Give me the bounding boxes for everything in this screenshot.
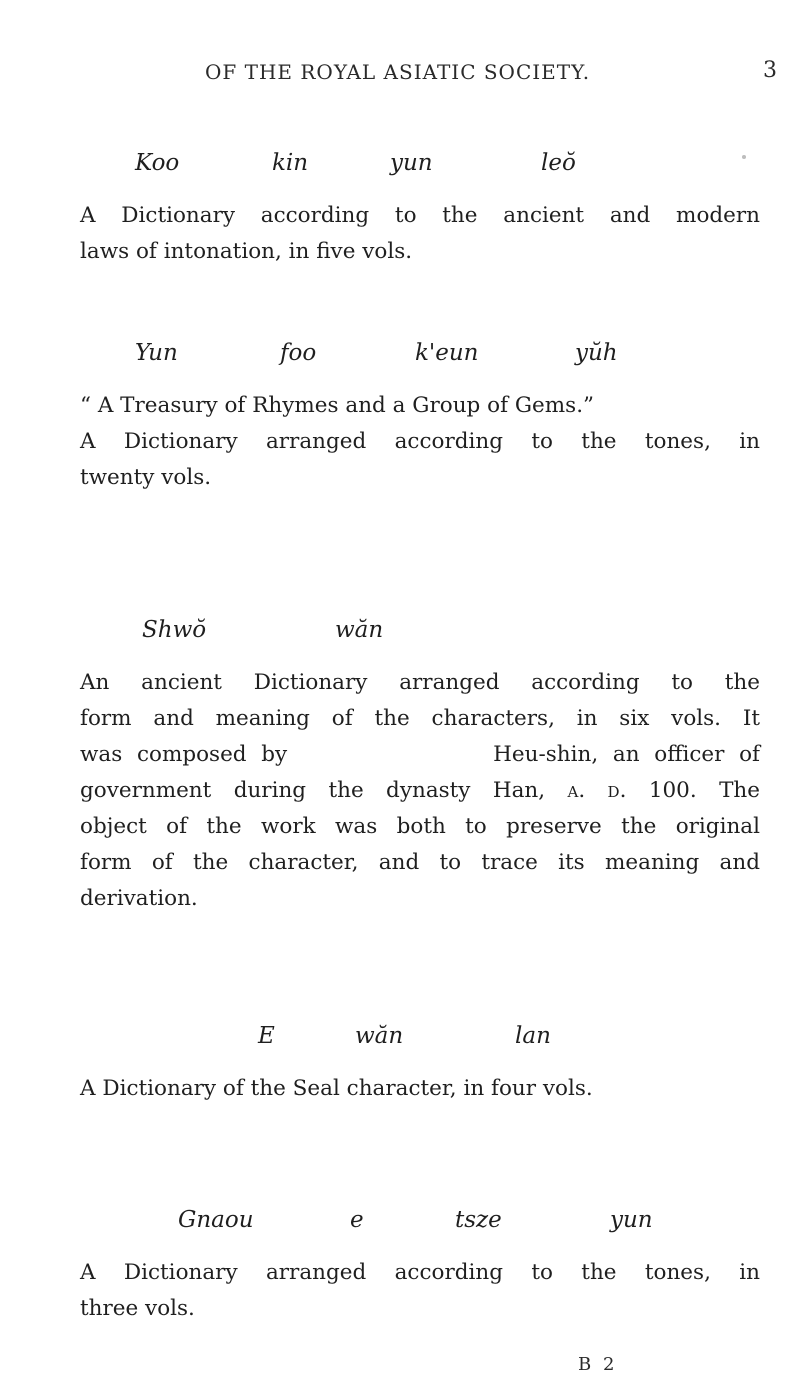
romanized-word: E <box>258 1023 275 1049</box>
description-line: form of the character, and to trace its meaning and <box>80 850 760 875</box>
romanized-title <box>80 1023 760 1063</box>
description-line: A Dictionary of the Seal character, in four vols. <box>80 1076 593 1101</box>
description-line: three vols. <box>80 1296 195 1321</box>
romanized-word: wăn <box>355 1023 404 1049</box>
entry-description <box>80 665 760 917</box>
romanized-word: foo <box>280 340 317 366</box>
description-line: A Dictionary according to the ancient and modern <box>80 203 760 228</box>
entry-description <box>80 198 760 270</box>
romanized-title <box>80 1207 760 1247</box>
romanized-word: yŭh <box>575 340 618 366</box>
romanized-word: Gnaou <box>178 1207 254 1233</box>
romanized-title <box>80 150 760 190</box>
romanized-title <box>80 340 760 380</box>
description-line: A Dictionary arranged according to the tones, in <box>80 429 760 454</box>
romanized-word: Koo <box>135 150 180 176</box>
description-line: derivation. <box>80 886 198 911</box>
romanized-word: Yun <box>135 340 178 366</box>
romanized-word: e <box>350 1207 364 1233</box>
description-line: “ A Treasury of Rhymes and a Group of Gems.” <box>80 393 595 418</box>
entry-yun-foo-keun-yuh <box>80 340 760 496</box>
description-line: form and meaning of the characters, in six vols. It <box>80 706 760 731</box>
signature-mark: B 2 <box>578 1354 618 1375</box>
description-line: A Dictionary arranged according to the tones, in <box>80 1260 760 1285</box>
entry-description <box>80 1255 760 1327</box>
romanized-word: kin <box>272 150 309 176</box>
entry-description <box>80 1071 760 1107</box>
description-line: government during the dynasty Han, a. d. 100. The <box>80 778 760 803</box>
romanized-word: lan <box>515 1023 551 1049</box>
page-number: 3 <box>763 58 777 83</box>
romanized-word: yun <box>390 150 433 176</box>
running-head: OF THE ROYAL ASIATIC SOCIETY. <box>205 60 591 84</box>
romanized-word: leŏ <box>541 150 576 176</box>
entry-shwo-wan <box>80 617 760 917</box>
description-line: An ancient Dictionary arranged according to the <box>80 670 760 695</box>
romanized-word: k'eun <box>415 340 479 366</box>
entry-koo-kin-yun-leo <box>80 150 760 270</box>
romanized-word: yun <box>610 1207 653 1233</box>
romanized-word: wăn <box>335 617 384 643</box>
entry-e-wan-lan <box>80 1023 760 1107</box>
description-line: was composed by Heu-shin, an officer of <box>80 742 760 767</box>
description-line: object of the work was both to preserve the original <box>80 814 760 839</box>
entry-gnaou-e-tsze-yun <box>80 1207 760 1327</box>
description-line: laws of intonation, in five vols. <box>80 239 413 264</box>
description-line: twenty vols. <box>80 465 212 490</box>
entry-description <box>80 388 760 496</box>
romanized-title <box>80 617 760 657</box>
romanized-word: tsze <box>455 1207 502 1233</box>
romanized-word: Shwŏ <box>142 617 207 643</box>
